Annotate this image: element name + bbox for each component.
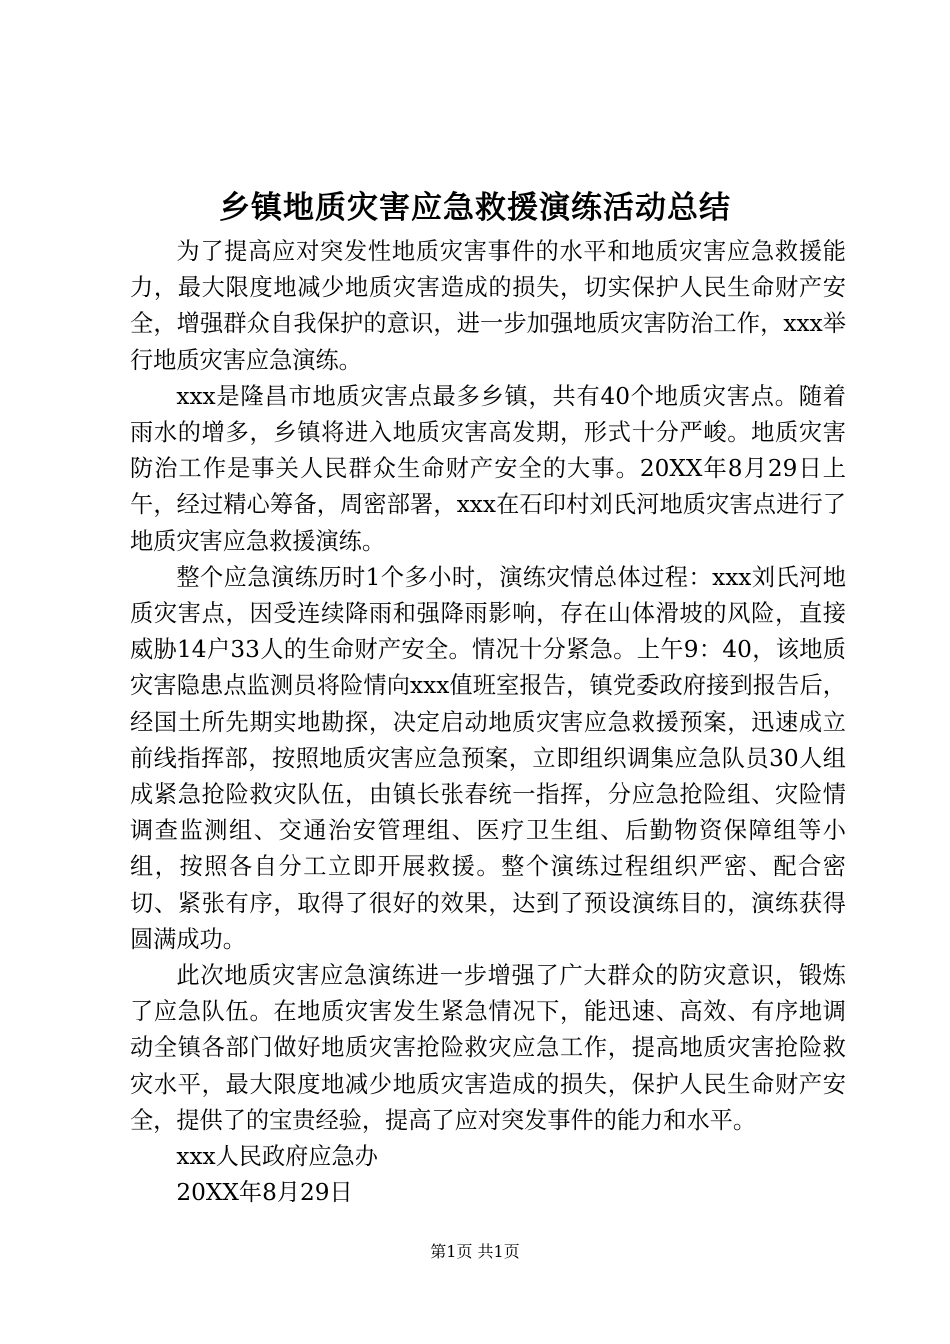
document-body (130, 234, 846, 1211)
paragraph-3: 整个应急演练历时1个多小时，演练灾情总体过程：xxx刘氏河地质灾害点，因受连续降雨和强降雨影响，存在山体滑坡的风险，直接威胁14户33人的生命财产安全。情况十分紧急。上午9：40，该地质灾害隐患点监测员将险情向xxx值班室报告，镇党委政府接到报告后，经国土所先期实地勘探，决定启动地质灾害应急救援预案，迅速成立前线指挥部，按照地质灾害应急预案，立即组织调集应急队员30人组成紧急抢险救灾队伍，由镇长张春统一指挥，分应急抢险组、灾险情调查监测组、交通治安管理组、医疗卫生组、后勤物资保障组等小组，按照各自分工立即开展救援。整个演练过程组织严密、配合密切、紧张有序，取得了很好的效果，达到了预设演练目的，演练获得圆满成功。 (130, 563, 846, 953)
signature: xxx人民政府应急办 (176, 1143, 378, 1171)
paragraph-1: 为了提高应对突发性地质灾害事件的水平和地质灾害应急救援能力，最大限度地减少地质灾害造成的损失，切实保护人民生命财产安全，增强群众自我保护的意识，进一步加强地质灾害防治工作，xxx举行地质灾害应急演练。 (130, 238, 846, 374)
page-footer: 第1页 共1页 (430, 1242, 520, 1261)
paragraph-4: 此次地质灾害应急演练进一步增强了广大群众的防灾意识，锻炼了应急队伍。在地质灾害发生紧急情况下，能迅速、高效、有序地调动全镇各部门做好地质灾害抢险救灾应急工作，提高地质灾害抢险救灾水平，最大限度地减少地质灾害造成的损失，保护人民生命财产安全，提供了的宝贵经验，提高了应对突发事件的能力和水平。 (130, 962, 846, 1134)
document-title: 乡镇地质灾害应急救援演练活动总结 (219, 190, 731, 226)
paragraph-2: xxx是隆昌市地质灾害点最多乡镇，共有40个地质灾害点。随着雨水的增多，乡镇将进入地质灾害高发期，形式十分严峻。地质灾害防治工作是事关人民群众生命财产安全的大事。20XX年8月29日上午，经过精心筹备，周密部署，xxx在石印村刘氏河地质灾害点进行了地质灾害应急救援演练。 (130, 382, 846, 555)
date-line: 20XX年8月29日 (176, 1179, 353, 1207)
